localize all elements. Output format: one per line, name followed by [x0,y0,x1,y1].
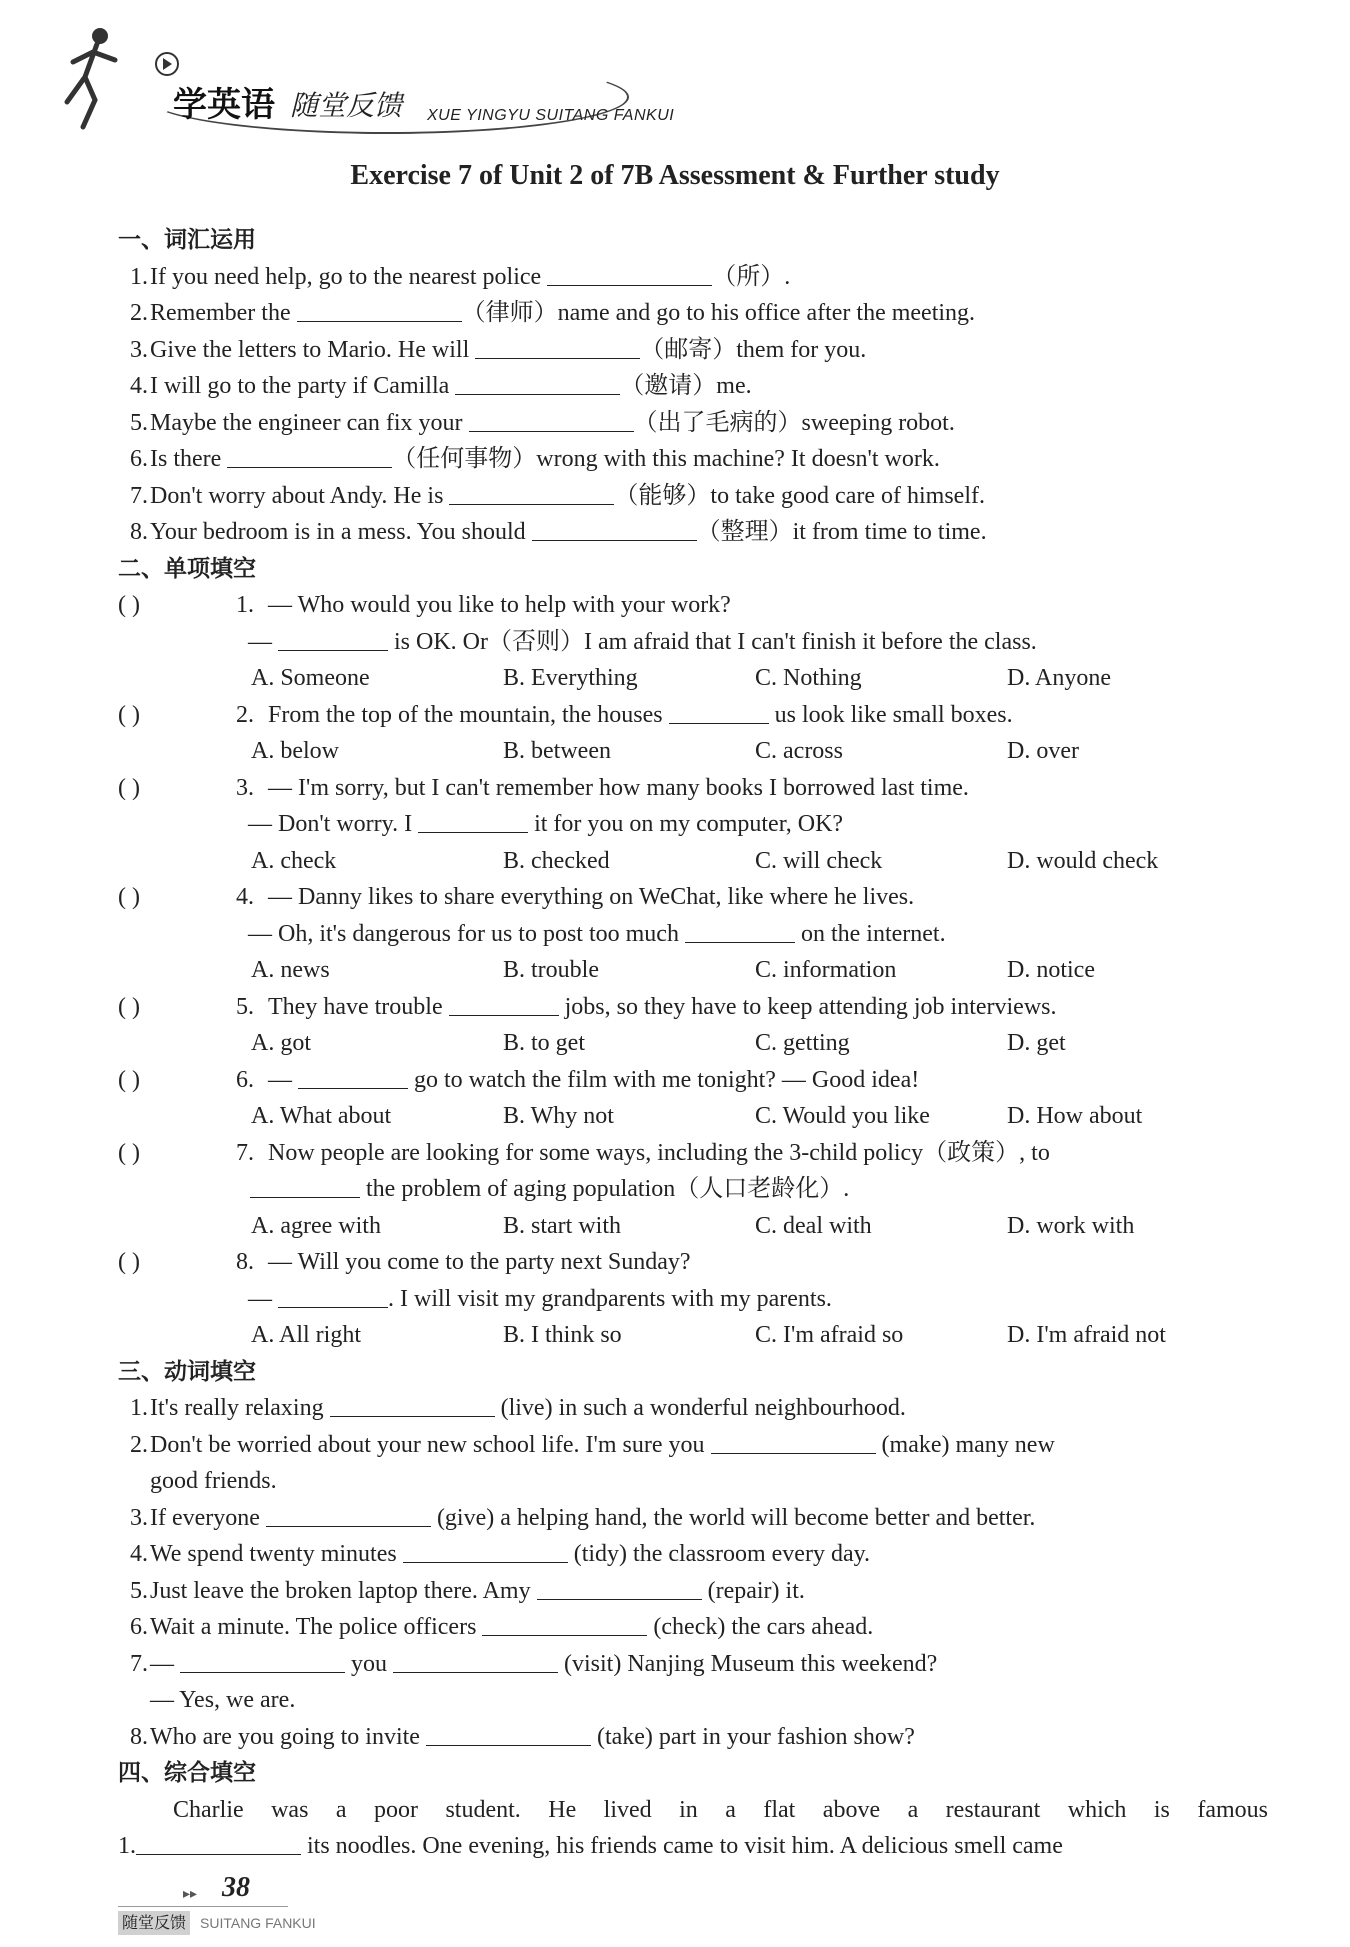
answer-blank[interactable] [475,336,640,359]
answer-blank[interactable] [455,372,620,395]
vocab-list [118,259,1268,551]
answer-blank[interactable] [537,1577,702,1600]
vocab-item: 1.If you need help, go to the nearest police （所）. [130,263,791,290]
question-line: — Don't worry. I it for you on my computer, OK? [248,811,844,837]
option-row: A. below B. between C. across D. over [251,738,1079,764]
footer-divider [118,1906,288,1907]
section-heading-choice: 二、单项填空 [118,555,256,582]
answer-blank[interactable] [426,1723,591,1746]
logo-chinese-sub: 随堂反馈 [290,89,403,122]
answer-blank[interactable] [532,518,697,541]
verb-item: 5.Just leave the broken laptop there. Amy (repair) it. [130,1577,805,1604]
question-line: ( ) 7. Now people are looking for some ways, including the 3-child policy（政策）, to [118,1139,1050,1166]
verb-item: 6.Wait a minute. The police officers (check) the cars ahead. [130,1614,874,1640]
answer-blank[interactable] [482,1613,647,1636]
question-line: ( ) 2. From the top of the mountain, the houses us look like small boxes. [118,701,1013,728]
option-row: A. check B. checked C. will check D. would check [251,847,1159,874]
answer-blank[interactable] [330,1394,495,1417]
verb-item: 2.Don't be worried about your new school life. I'm sure you (make) many new [130,1431,1055,1458]
question-line: ( ) 1. — Who would you like to help with your work? [118,592,731,618]
answer-blank[interactable] [711,1431,876,1454]
page-number: 38 [222,1872,250,1903]
option-row: A. What about B. Why not C. Would you like D. How about [251,1103,1143,1129]
question-line: — Oh, it's dangerous for us to post too much on the internet. [248,920,946,947]
option-row: A. news B. trouble C. information D. notice [251,957,1095,983]
section-heading-vocab: 一、词汇运用 [118,227,256,253]
section-heading-cloze: 四、综合填空 [118,1760,256,1786]
verb-item-continued: good friends. [150,1468,277,1494]
logo-english: XUE YINGYU SUITANG FANKUI [427,107,675,124]
answer-blank[interactable] [685,920,795,943]
header-logo [55,22,695,132]
vocab-item: 7.Don't worry about Andy. He is （能够）to take good care of himself. [130,482,985,509]
verb-item: 4.We spend twenty minutes (tidy) the classroom every day. [130,1541,871,1567]
option-row: A. All right B. I think so C. I'm afraid so D. I'm afraid not [251,1322,1166,1348]
page-arrow-icon: ▸▸ [183,1886,198,1902]
question-line: ( ) 8. — Will you come to the party next Sunday? [118,1249,691,1275]
verb-item: 3.If everyone (give) a helping hand, the world will become better and better. [130,1504,1036,1531]
answer-blank[interactable] [227,445,392,468]
worksheet-body [118,222,1268,1865]
answer-blank[interactable] [449,482,614,505]
answer-blank[interactable] [669,701,769,724]
answer-blank[interactable] [266,1504,431,1527]
question-line: ( ) 5. They have trouble jobs, so they have to keep attending job interviews. [118,993,1057,1020]
answer-blank[interactable] [469,409,634,432]
section-heading-verbs: 三、动词填空 [118,1358,256,1385]
vocab-item: 6.Is there （任何事物）wrong with this machine? It doesn't work. [130,446,940,472]
passage-line: Charlie was a poor student. He lived in a flat above a restaurant which is famous [173,1796,1268,1823]
answer-blank[interactable] [278,1285,388,1308]
answer-blank[interactable] [297,299,462,322]
passage-line: 1. its noodles. One evening, his friends came to visit him. A delicious smell came [118,1833,1063,1859]
page-title: Exercise 7 of Unit 2 of 7B Assessment & Further study [350,160,1000,191]
option-row: A. got B. to get C. getting D. get [251,1030,1066,1056]
verb-item: 7.— you (visit) Nanjing Museum this weekend? [130,1650,938,1677]
question-line: ( ) 4. — Danny likes to share everything on WeChat, like where he lives. [118,884,915,910]
play-icon [155,52,179,76]
vocab-item: 3.Give the letters to Mario. He will （邮寄）them for you. [130,336,867,363]
answer-blank[interactable] [547,263,712,286]
option-row: A. Someone B. Everything C. Nothing D. Anyone [251,665,1111,691]
verb-item-continued: — Yes, we are. [150,1687,296,1713]
vocab-item: 2.Remember the （律师）name and go to his office after the meeting. [130,300,976,326]
answer-blank[interactable] [250,1175,360,1198]
answer-blank[interactable] [449,993,559,1016]
verb-item: 8.Who are you going to invite (take) part in your fashion show? [130,1723,915,1750]
question-line: ( ) 6. — go to watch the film with me tonight? — Good idea! [118,1066,920,1093]
answer-blank[interactable] [393,1650,558,1673]
answer-blank[interactable] [403,1540,568,1563]
vocab-item: 8.Your bedroom is in a mess. You should （整理）it from time to time. [130,519,987,545]
question-line: — . I will visit my grandparents with my parents. [248,1285,832,1312]
question-line: — is OK. Or（否则）I am afraid that I can't finish it before the class. [248,628,1037,655]
answer-blank[interactable] [298,1066,408,1089]
question-line: the problem of aging population（人口老龄化）. [118,1171,1268,1208]
verb-item: 1.It's really relaxing (live) in such a wonderful neighbourhood. [130,1395,906,1421]
footer-tag-english: SUITANG FANKUI [200,1915,316,1931]
answer-blank[interactable] [278,628,388,651]
answer-blank[interactable] [180,1650,345,1673]
answer-blank[interactable] [136,1832,301,1855]
footer-tag: 随堂反馈 [118,1911,190,1935]
runner-icon [55,22,135,132]
logo-chinese: 学英语 [173,85,275,125]
question-line: ( ) 3. — I'm sorry, but I can't remember how many books I borrowed last time. [118,774,969,801]
answer-blank[interactable] [418,810,528,833]
option-row: A. agree with B. start with C. deal with D. work with [251,1212,1135,1239]
vocab-item: 4.I will go to the party if Camilla （邀请）me. [130,373,752,399]
vocab-item: 5.Maybe the engineer can fix your （出了毛病的）sweeping robot. [130,409,955,436]
